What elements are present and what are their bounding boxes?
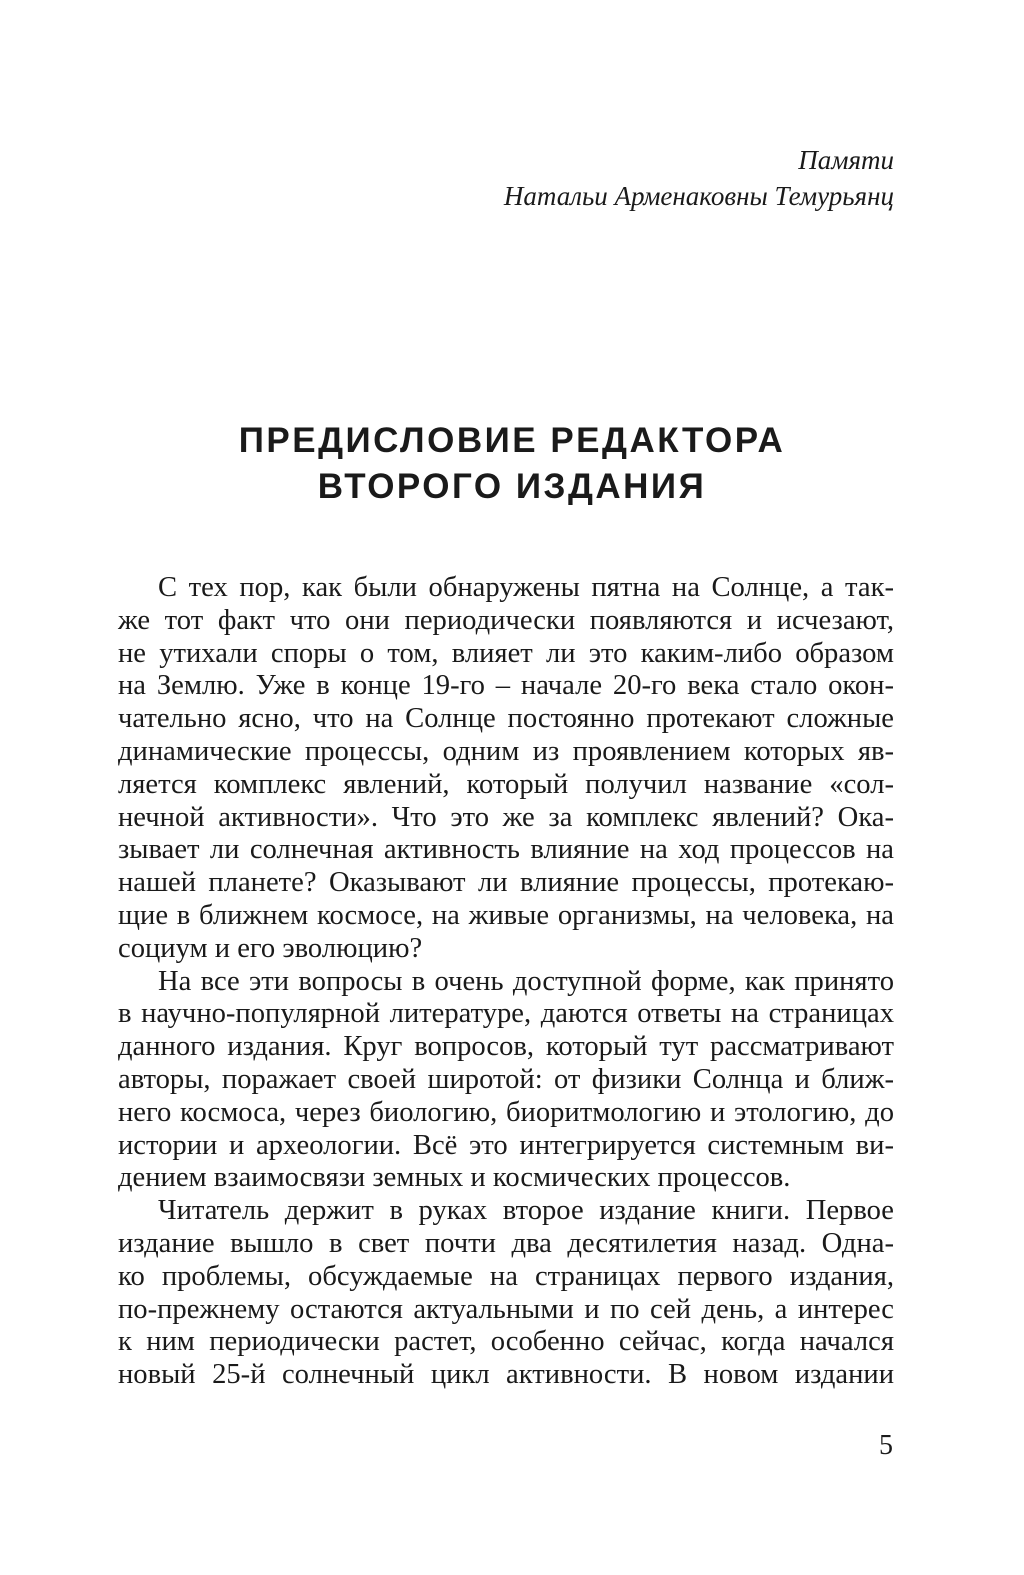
chapter-heading-line-2: ВТОРОГО ИЗДАНИЯ [317, 467, 707, 506]
paragraph-line: нечной активности». Что это же за комплекс явлений? Ока- [118, 801, 894, 833]
body-text [118, 572, 894, 1392]
dedication-line-1: Памяти [798, 145, 894, 175]
paragraph [118, 1195, 894, 1392]
paragraph-line: данного издания. Круг вопросов, который тут рассматривают [118, 1031, 894, 1063]
paragraph-line: ляется комплекс явлений, который получил название «сол- [118, 768, 894, 800]
paragraph-line: дением взаимосвязи земных и космических процессов. [118, 1162, 791, 1194]
paragraph-line: авторы, поражает своей широтой: от физики Солнца и ближ- [118, 1063, 894, 1095]
paragraph-line: динамические процессы, одним из проявлением которых яв- [118, 735, 894, 767]
paragraph-line: же тот факт что они периодически появляются и исчезают, [118, 604, 894, 636]
paragraph-line: чательно ясно, что на Солнце постоянно протекают сложные [118, 703, 894, 735]
paragraph-line: на Землю. Уже в конце 19-го – начале 20-го века стало окон- [118, 670, 894, 702]
paragraph-line: Читатель держит в руках второе издание книги. Первое [158, 1195, 894, 1227]
paragraph-line: ко проблемы, обсуждаемые на страницах первого издания, [118, 1260, 894, 1292]
paragraph-line: щие в ближнем космосе, на живые организмы, на человека, на [118, 899, 894, 931]
paragraph-line: зывает ли солнечная активность влияние на ход процессов на [118, 834, 894, 866]
paragraph-line: нашей планете? Оказывают ли влияние процессы, протекаю- [118, 867, 894, 899]
paragraph-line: истории и археологии. Всё это интегрируется системным ви- [118, 1129, 894, 1161]
paragraph-line: него космоса, через биологию, биоритмологию и этологию, до [118, 1096, 894, 1128]
paragraph-line: не утихали споры о том, влияет ли это каким-либо образом [118, 637, 894, 669]
paragraph-line: издание вышло в свет почти два десятилетия назад. Одна- [118, 1227, 894, 1259]
dedication-line-2: Натальи Арменаковны Темурьянц [503, 181, 894, 211]
paragraph-line: На все эти вопросы в очень доступной форме, как принято [158, 965, 894, 997]
paragraph [118, 966, 894, 1196]
dedication [504, 142, 894, 214]
paragraph-line: к ним периодически растет, особенно сейчас, когда начался [118, 1326, 894, 1358]
page-number: 5 [879, 1430, 893, 1461]
paragraph-line: по-прежнему остаются актуальными и по сей день, а интерес [118, 1293, 894, 1325]
chapter-heading-line-1: ПРЕДИСЛОВИЕ РЕДАКТОРА [238, 421, 786, 460]
chapter-heading [0, 418, 1024, 510]
paragraph-line: социум и его эволюцию? [118, 932, 423, 964]
paragraph-line: новый 25-й солнечный цикл активности. В новом издании [118, 1359, 894, 1391]
paragraph-line: в научно-популярной литературе, даются ответы на страницах [118, 998, 894, 1030]
paragraph [118, 572, 894, 966]
paragraph-line: С тех пор, как были обнаружены пятна на Солнце, а так- [158, 572, 894, 603]
